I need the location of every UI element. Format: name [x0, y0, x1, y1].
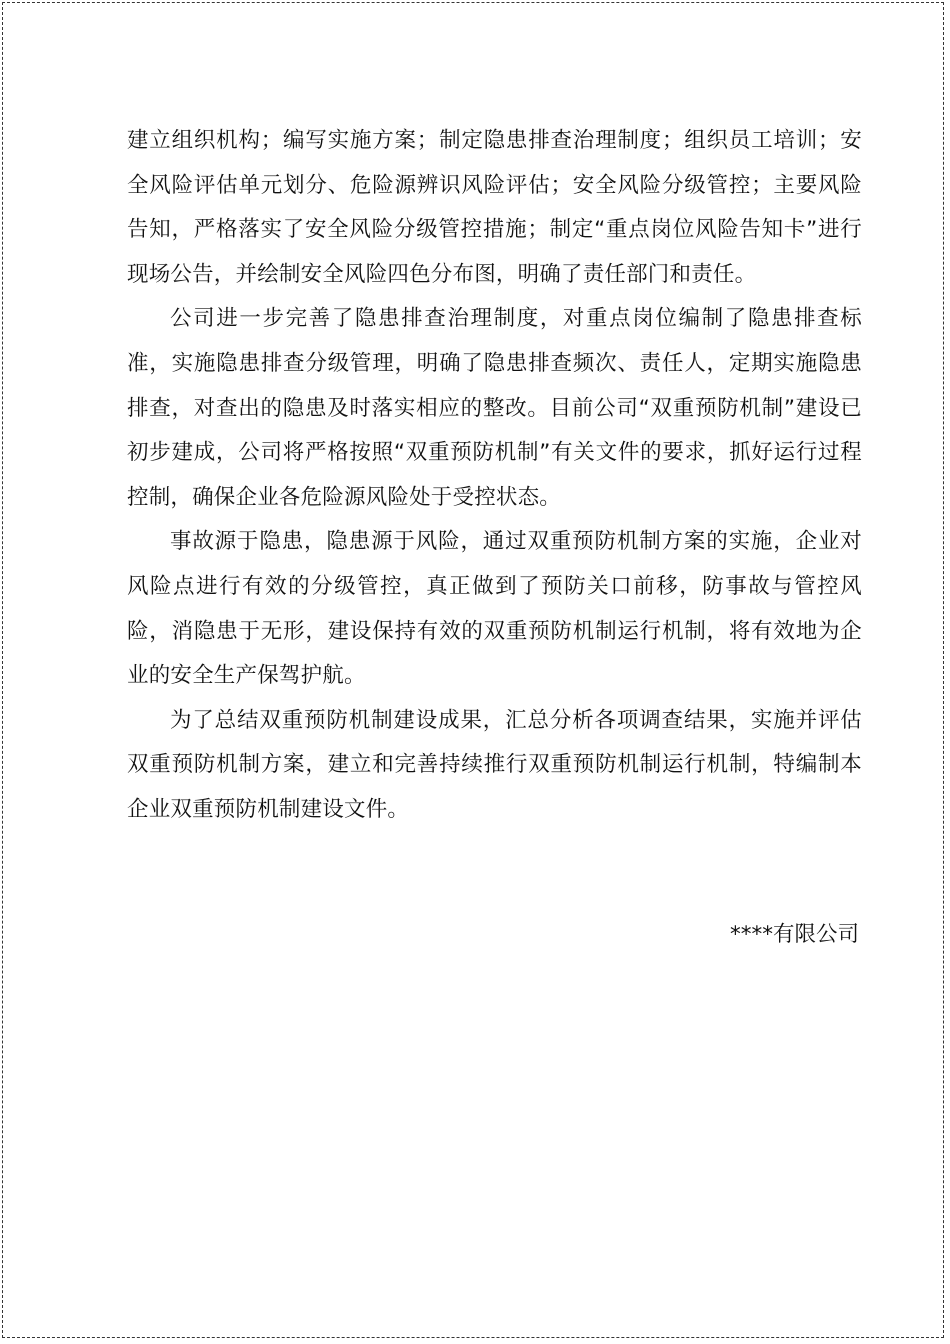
- paragraph-4: 为了总结双重预防机制建设成果，汇总分析各项调查结果，实施并评估双重预防机制方案，建立和完善持续推行双重预防机制运行机制，特编制本企业双重预防机制建设文件。: [127, 707, 862, 822]
- document-body: [127, 119, 862, 833]
- paragraph-3: 事故源于隐患，隐患源于风险，通过双重预防机制方案的实施，企业对风险点进行有效的分级管控，真正做到了预防关口前移，防事故与管控风险，消隐患于无形，建设保持有效的双重预防机制运行机制，将有效地为企业的安全生产保驾护航。: [127, 529, 862, 689]
- paragraph-2: 公司进一步完善了隐患排查治理制度，对重点岗位编制了隐患排查标准，实施隐患排查分级管理，明确了隐患排查频次、责任人，定期实施隐患排查，对查出的隐患及时落实相应的整改。目前公司“双重预防机制”建设已初步建成，公司将严格按照“双重预防机制”有关文件的要求，抓好运行过程控制，确保企业各危险源风险处于受控状态。: [127, 306, 862, 510]
- paragraph-1: 建立组织机构；编写实施方案；制定隐患排查治理制度；组织员工培训；安全风险评估单元划分、危险源辨识风险评估；安全风险分级管控；主要风险告知，严格落实了安全风险分级管控措施；制定“重点岗位风险告知卡”进行现场公告，并绘制安全风险四色分布图，明确了责任部门和责任。: [127, 128, 862, 287]
- company-signature: ****有限公司: [729, 922, 859, 947]
